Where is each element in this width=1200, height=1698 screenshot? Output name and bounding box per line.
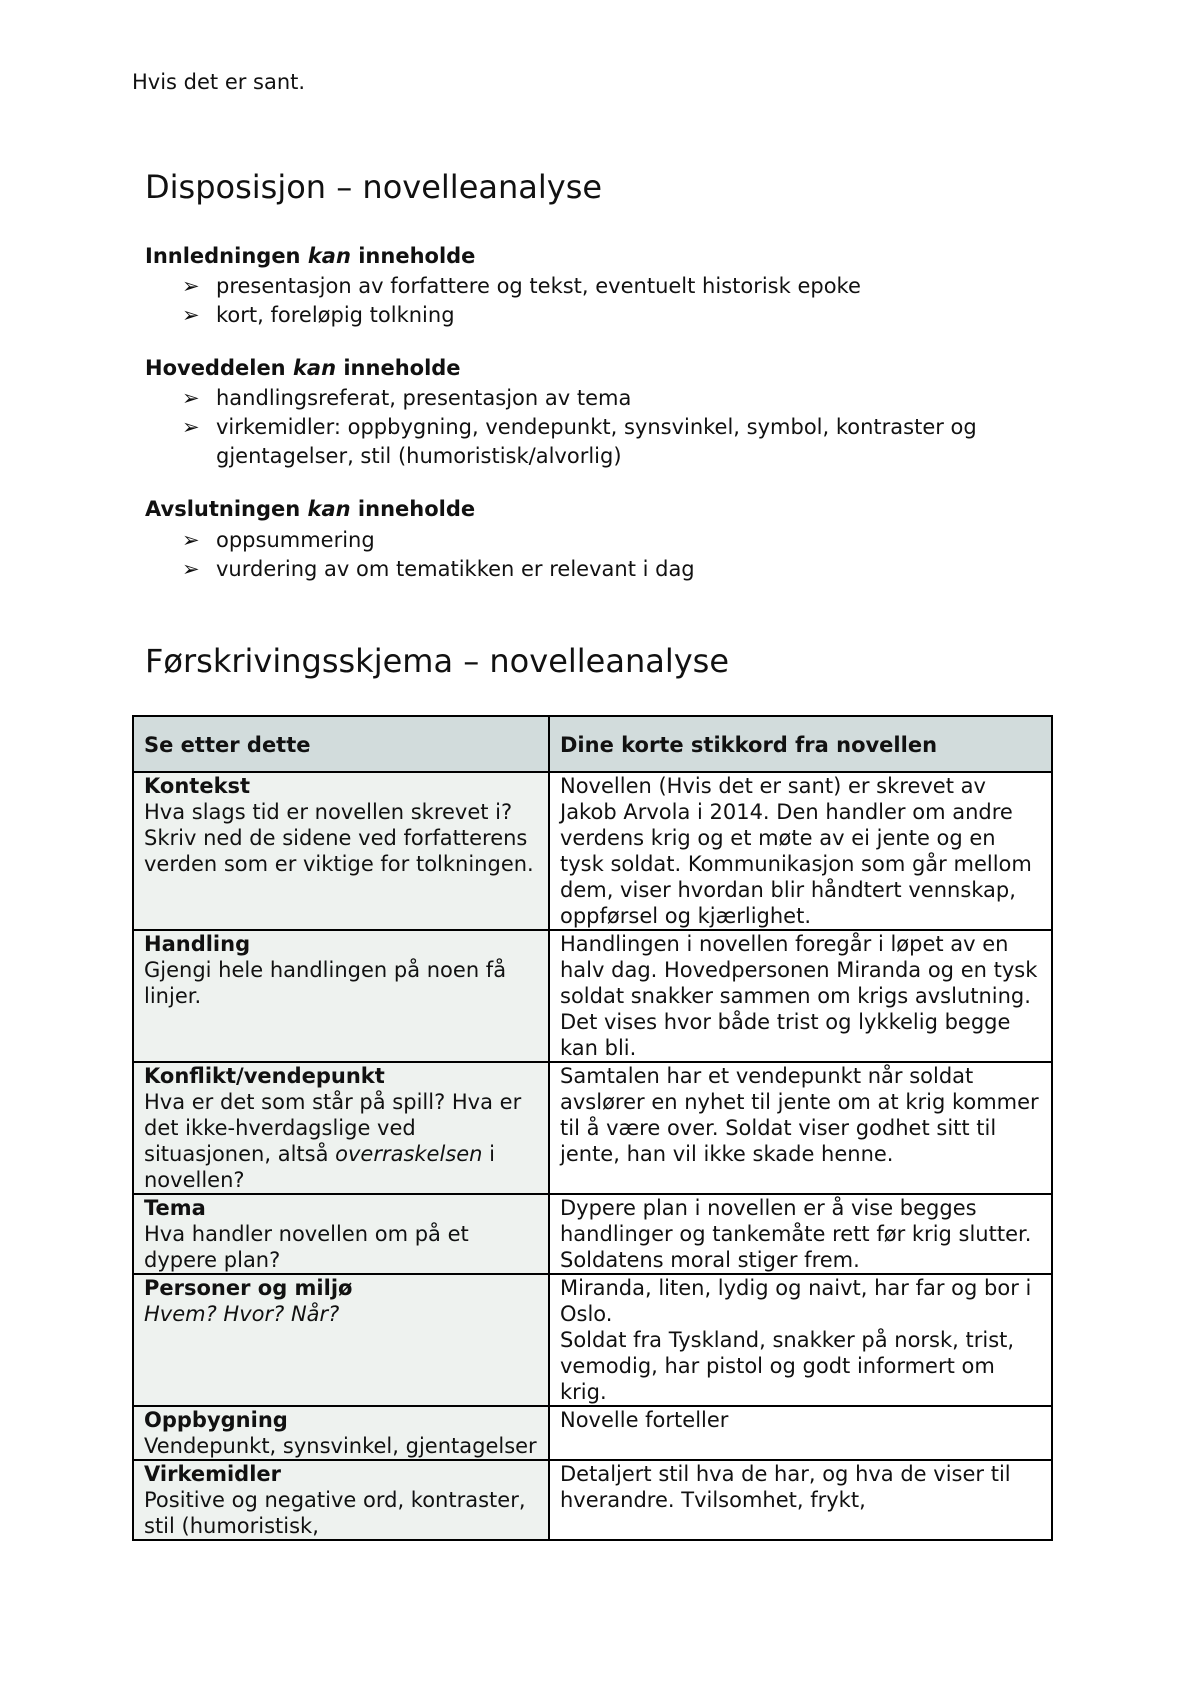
- row-prompt-cell: [133, 772, 549, 930]
- list-item: ➢ oppsummering: [182, 526, 1096, 555]
- row-answer-cell[interactable]: [549, 1274, 1052, 1406]
- row-prompt-cell: [133, 1274, 549, 1406]
- row-answer: Miranda, liten, lydig og naivt, har far og bor i Oslo.: [560, 1276, 1032, 1326]
- arrow-bullet-icon: ➢: [182, 415, 200, 439]
- table-row: [133, 930, 1052, 1062]
- row-answer-cell[interactable]: [549, 1406, 1052, 1460]
- row-description: Hva handler novellen om på et dypere plan?: [144, 1222, 469, 1272]
- column-header-se-etter: Se etter dette: [133, 716, 549, 772]
- table-row: [133, 1460, 1052, 1540]
- innledning-list: [182, 272, 1096, 330]
- row-title: Konflikt/vendepunkt: [144, 1064, 385, 1088]
- row-answer-cell[interactable]: [549, 1194, 1052, 1274]
- row-description: Gjengi hele handlingen på noen få linjer.: [144, 958, 507, 1008]
- row-answer: Samtalen har et vendepunkt når soldat avslører en nyhet til jente om at krig kommer til å være over. Soldat viser godhet sitt til jente, han vil ikke skade henne.: [560, 1064, 1039, 1166]
- row-title: Kontekst: [144, 774, 251, 798]
- row-answer-cell[interactable]: [549, 1062, 1052, 1194]
- list-item: ➢ handlingsreferat, presentasjon av tema: [182, 384, 1096, 413]
- row-prompt-cell: [133, 1406, 549, 1460]
- row-answer-cell[interactable]: [549, 772, 1052, 930]
- row-title: Oppbygning: [144, 1408, 288, 1432]
- row-answer-continued: Soldat fra Tyskland, snakker på norsk, trist, vemodig, har pistol og godt informert om krig.: [560, 1328, 1015, 1404]
- column-header-stikkord: Dine korte stikkord fra novellen: [549, 716, 1052, 772]
- row-prompt-cell: [133, 1460, 549, 1540]
- table-row: [133, 1274, 1052, 1406]
- row-title: Personer og miljø: [144, 1276, 353, 1300]
- row-answer: Novellen (Hvis det er sant) er skrevet av Jakob Arvola i 2014. Den handler om andre verdens krig og et møte av ei jente og en tysk soldat. Kommunikasjon som går mellom dem, viser hvordan blir håndtert vennskap, oppførsel og kjærlighet.: [560, 774, 1032, 928]
- row-description: Positive og negative ord, kontraster, stil (humoristisk,: [144, 1488, 526, 1538]
- row-answer: Novelle forteller: [560, 1408, 729, 1432]
- row-answer: Dypere plan i novellen er å vise begges handlinger og tankemåte rett før krig slutter. Soldatens moral stiger frem.: [560, 1196, 1032, 1272]
- arrow-bullet-icon: ➢: [182, 386, 200, 410]
- section-heading-innledning: Innledningen kan inneholde: [145, 244, 476, 268]
- table-row: [133, 1406, 1052, 1460]
- arrow-bullet-icon: ➢: [182, 528, 200, 552]
- list-item: ➢ kort, foreløpig tolkning: [182, 301, 1096, 330]
- row-prompt-cell: [133, 1194, 549, 1274]
- avslutning-list: [182, 526, 1096, 584]
- row-title: Virkemidler: [144, 1462, 281, 1486]
- arrow-bullet-icon: ➢: [182, 303, 200, 327]
- disposisjon-title: Disposisjon – novelleanalyse: [145, 168, 603, 206]
- row-description: Hva slags tid er novellen skrevet i? Skriv ned de sidene ved forfatterens verden som er viktige for tolkningen.: [144, 800, 534, 876]
- skjema-title: Førskrivingsskjema – novelleanalyse: [145, 642, 730, 680]
- table-header-row: [133, 716, 1052, 772]
- section-heading-avslutning: Avslutningen kan inneholde: [145, 497, 476, 521]
- row-title: Handling: [144, 932, 251, 956]
- row-description: Hva er det som står på spill? Hva er det ikke-hverdagslige ved situasjonen, altså overraskelsen i novellen?: [144, 1090, 522, 1192]
- arrow-bullet-icon: ➢: [182, 557, 200, 581]
- page-header-text: Hvis det er sant.: [132, 70, 306, 94]
- table-row: [133, 1062, 1052, 1194]
- table-row: [133, 772, 1052, 930]
- forskrivingsskjema-table: [132, 715, 1053, 1541]
- list-item: ➢ virkemidler: oppbygning, vendepunkt, synsvinkel, symbol, kontraster og gjentagelser, stil (humoristisk/alvorlig): [182, 415, 977, 468]
- row-prompt-cell: [133, 1062, 549, 1194]
- arrow-bullet-icon: ➢: [182, 274, 200, 298]
- row-answer-cell[interactable]: [549, 930, 1052, 1062]
- list-item: ➢ vurdering av om tematikken er relevant i dag: [182, 555, 1096, 584]
- section-heading-hoveddel: Hoveddelen kan inneholde: [145, 356, 461, 380]
- row-answer-cell[interactable]: [549, 1460, 1052, 1540]
- list-item: ➢ presentasjon av forfattere og tekst, eventuelt historisk epoke: [182, 272, 1096, 301]
- row-answer: Detaljert stil hva de har, og hva de viser til hverandre. Tvilsomhet, frykt,: [560, 1462, 1011, 1512]
- row-description: Vendepunkt, synsvinkel, gjentagelser: [144, 1434, 537, 1458]
- table-row: [133, 1194, 1052, 1274]
- row-title: Tema: [144, 1196, 206, 1220]
- row-prompt-cell: [133, 930, 549, 1062]
- hoveddel-list: [182, 384, 1096, 471]
- row-description: Hvem? Hvor? Når?: [144, 1302, 340, 1326]
- row-answer: Handlingen i novellen foregår i løpet av en halv dag. Hovedpersonen Miranda og en tysk soldat snakker sammen om krigs avslutning. Det vises hvor både trist og lykkelig begge kan bli.: [560, 932, 1038, 1060]
